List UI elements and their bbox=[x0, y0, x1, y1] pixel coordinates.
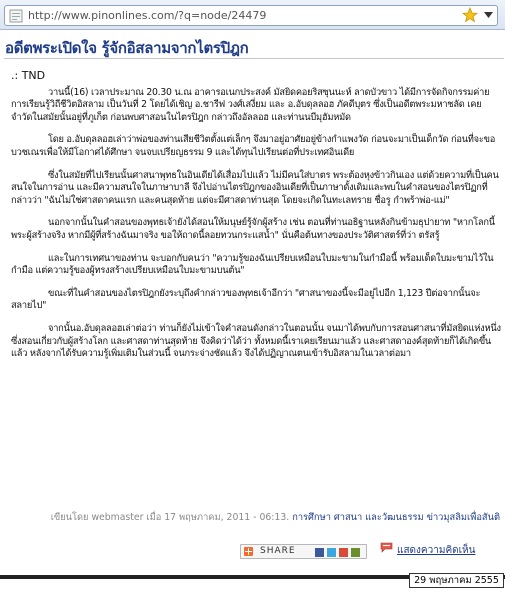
browser-toolbar bbox=[0, 0, 505, 30]
post-meta bbox=[20, 511, 500, 524]
page-favicon-icon bbox=[9, 9, 23, 23]
address-bar[interactable] bbox=[4, 5, 498, 26]
share-plus-icon bbox=[244, 547, 253, 556]
article-body bbox=[11, 70, 501, 371]
article-paragraph: และในการเทศนาของท่าน จะบอกกับคนว่า "ความรู้ของฉันเปรียบเหมือนใบมะขามในกำมือนี้ พร้อมเด็ดใบมะขามไว้ในกำมือ แต่ความรู้ของผู้ทรงสร้างเปรียบเหมือนใบมะขามบนต้น" bbox=[11, 252, 494, 277]
article-paragraph: ซึ่งในสมัยที่ไปเรียนนั้นศาสนาพุทธในอินเดียได้เสื่อมไปแล้ว ไม่มีคนใส่บาตร พระต้องหุงข้าวกินเอง แต่ด้วยความที่เป็นคนสนใจในการอ่าน และมีความสนใจในภาษาบาลี จึงไปอ่านไตรปิฎกของอินเดียที่เป็นภาษาดั้งเดิมและพบในคำสอนของไตรปิฏกที่กล่าวว่า "ฉันไม่ใช่ศาสดาคนแรก และคนสุดท้าย แต่จะมีศาสดาท่านสุด โดยจะเกิดในทะเลทราย ชื่อรู กำพร้าพ่อ-แม่" bbox=[11, 169, 499, 206]
article-paragraph: วานนี้(16) เวลาประมาณ 20.30 น.ณ อาคารอเนกประสงค์ มัสยิดคอยริสซุนนะห์ ลาดบัวขาว ได้มีการจัดกิจกรรมค่ายการเรียนรู้วิถีชีวิตอิสลาม เป็นวันที่ 2 โดยได้เชิญ อ.ชารีฟ วงศ์เสงี่ยม และ อ.อับดุลลอฮ ภัคดีบุตร ซึ่งเป็นอดีตพระมหาชลัด เคยจำวัดในสมัยนั้นอยู่ที่ภูเก็ต ก่อนพบศาสอนในไตรปิฎก กล่าวถึงอัลลอฮ และท่านนบีมุฮัมหมัด bbox=[11, 86, 490, 123]
article-paragraph: จากนั้นอ.อับดุลลอฮเล่าต่อว่า ท่านก็ยังไม่เข้าใจคำสอนดังกล่าวในตอนนั้น จนมาได้พบกับการสอนศาสนาที่มัสยิดแห่งหนึ่ง ซึ่งสอนเกี่ยวกับผู้สร้างโลก และศาสดาท่านสุดท้าย จึงคิดว่าได้ว่า ทั้งหมดนี้เราเคยเรียนมาแล้ว และศาสดาองค์สุดท้ายก็ได้เกิดขึ้นแล้ว หลังจากได้รับความรู้เพิ่มเติมในส่วนนี้ จนกระจ่างชัดแล้ว จึงได้ปฏิญาณตนเข้ารับอิสลามในเวลาต่อมา bbox=[11, 322, 501, 360]
source-tag: .: TND bbox=[11, 69, 46, 82]
social-service-icons bbox=[315, 548, 363, 557]
star-icon[interactable] bbox=[462, 7, 478, 23]
dropdown-icon[interactable] bbox=[484, 12, 493, 18]
post-meta-text: เขียนโดย webmaster เมื่อ 17 พฤษภาคม, 2011 - 06:13. bbox=[50, 512, 290, 523]
share-button[interactable] bbox=[240, 544, 367, 559]
article-paragraph: โดย อ.อับดุลลอฮเล่าว่าพ่อของท่านเสียชีวิตตั้งแต่เล็กๆ จึงมาอยู่อาศัยอยู่ข้างกำแพงวัด ก่อนจะมาเป็นเด็กวัด ก่อนที่จะขอบวชเณรเพื่อให้มีโอกาศได้ศึกษา จนจบเปรียญธรรม 9 และได้ทุนไปเรียนต่อที่ประเทศอินเดีย bbox=[11, 134, 496, 158]
category-link-muslim-news[interactable]: ข่าวมุสลิมเพื่อสันติ bbox=[426, 512, 500, 523]
comment-icon bbox=[380, 542, 393, 553]
share-label: SHARE bbox=[260, 546, 296, 556]
article-paragraph: นอกจากนั้นในคำสอนของพุทธเจ้ายังได้สอนให้มนุษย์รู้จักผู้สร้าง เช่น ตอนที่ท่านอธิฐานหลังกินข้ามธุปายาท "หากโลกนี้พระผู้สร้างจริง หากมีผู้ที่สร้างฉันมาจริง ขอให้ถาดนี้ลอยทวนกระแสน้ำ" นั่นคือต้นทางของประวัติศาสตร์ที่ว่า ตรัสรู้ bbox=[11, 217, 495, 241]
url-text[interactable]: http://www.pinonlines.com/?q=node/24479 bbox=[28, 9, 267, 22]
category-link-culture[interactable]: การศึกษา ศาสนา และวัฒนธรรม bbox=[292, 512, 424, 523]
title-divider bbox=[4, 58, 504, 59]
article-paragraph: ขณะที่ในคำสอนของไตรปิฎกยังระบุถึงคำกล่าวของพุทธเจ้าอีกว่า "ศาสนาของนี้จะมีอยู่ไปอีก 1,123 ปีต่อจากนั้นจะสลายไป" bbox=[11, 287, 481, 312]
add-comment-text[interactable]: แสดงความคิดเห็น bbox=[397, 545, 476, 556]
page-title: อดีตพระเปิดใจ รู้จักอิสลามจากไตรปิฎก bbox=[5, 39, 249, 57]
date-label: 29 พฤษภาคม 2555 bbox=[409, 573, 504, 588]
